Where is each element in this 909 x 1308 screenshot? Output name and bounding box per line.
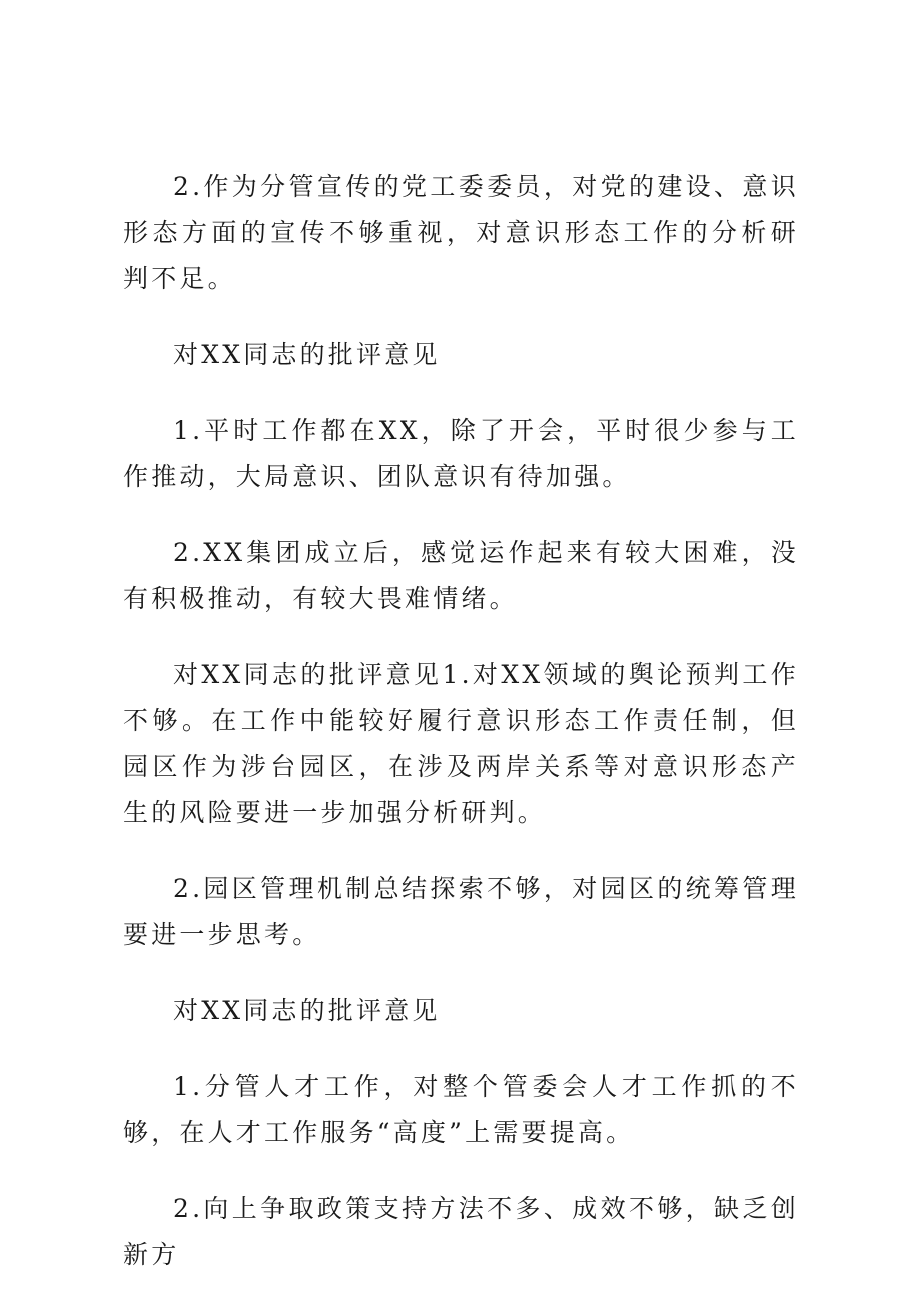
paragraph: 1.分管人才工作，对整个管委会人才工作抓的不够，在人才工作服务“高度”上需要提高。 xyxy=(123,1072,799,1147)
paragraph: 对XX同志的批评意见1.对XX领域的舆论预判工作不够。在工作中能较好履行意识形态工作责任制，但园区作为涉台园区，在涉及两岸关系等对意识形态产生的风险要进一步加强分析研判。 xyxy=(123,660,799,827)
paragraph: 2.向上争取政策支持方法不多、成效不够，缺乏创新方 xyxy=(123,1194,799,1269)
document-body xyxy=(123,164,799,1308)
paragraph: 1.平时工作都在XX，除了开会，平时很少参与工作推动，大局意识、团队意识有待加强。 xyxy=(123,416,799,491)
paragraph: 2.XX集团成立后，感觉运作起来有较大困难，没有积极推动，有较大畏难情绪。 xyxy=(123,538,799,613)
section-heading: 对XX同志的批评意见 xyxy=(173,996,441,1025)
section-heading: 对XX同志的批评意见 xyxy=(173,340,441,369)
paragraph: 2.园区管理机制总结探索不够，对园区的统筹管理要进一步思考。 xyxy=(123,874,799,949)
paragraph: 2.作为分管宣传的党工委委员，对党的建设、意识形态方面的宣传不够重视，对意识形态工作的分析研判不足。 xyxy=(123,172,799,293)
